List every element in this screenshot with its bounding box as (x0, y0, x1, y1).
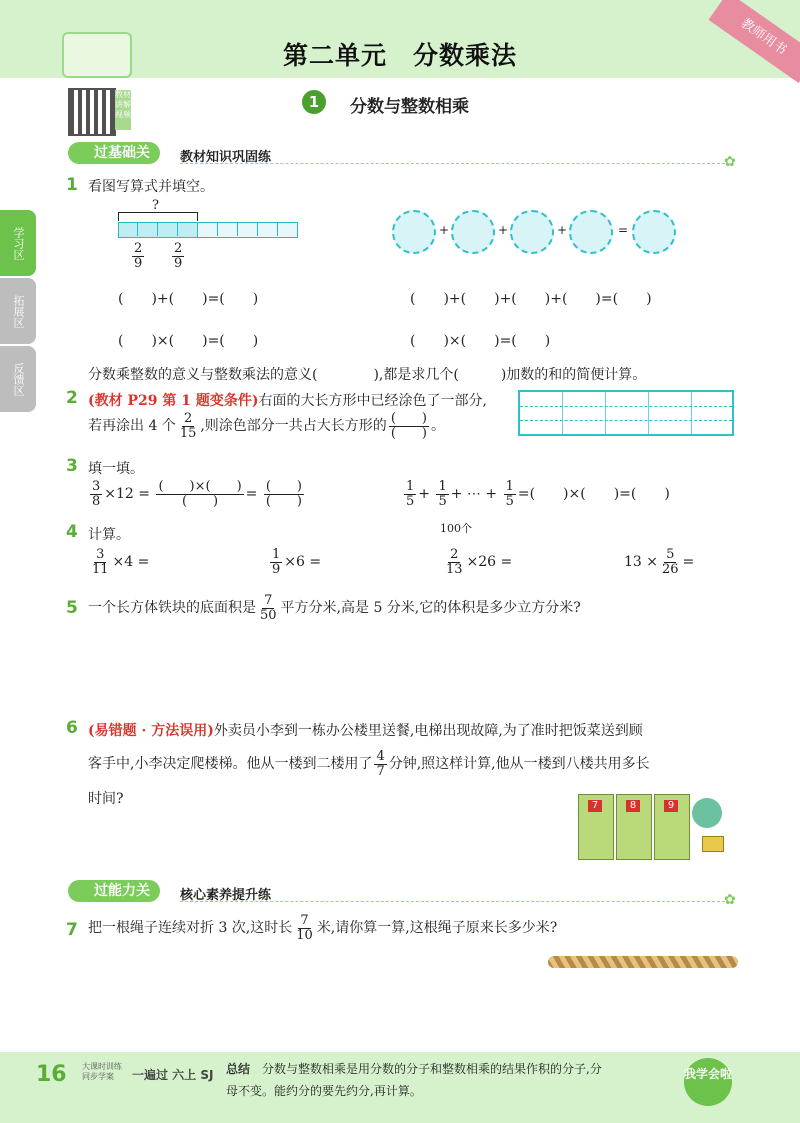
summary-line-2: 母不变。能约分的要先约分,再计算。 (226, 1084, 422, 1098)
question-number-3: 3 (66, 456, 78, 476)
q4-item-2[interactable]: $\frac{1}{9}$ ×6 = (272, 547, 322, 577)
side-tab-extend[interactable]: 拓展区 (0, 278, 36, 344)
pie-circle (510, 210, 554, 254)
q1-mul-left[interactable]: ( )×( )=( ) (118, 333, 259, 349)
elevator-illustration: 7 8 9 (578, 790, 738, 858)
q4-item-4[interactable]: 13 × $\frac{5}{26}$ = (624, 547, 695, 577)
series-label: 一遍过 六上 SJ (132, 1068, 214, 1082)
q6-line3: 时间? (88, 791, 124, 807)
q1-bar-label-2: $\frac{2}{9}$ (174, 241, 183, 271)
page-title: 第二单元 分数乘法 (282, 41, 517, 70)
q1-brace (118, 212, 198, 221)
section-divider (180, 163, 725, 164)
question-number-7: 7 (66, 920, 78, 940)
question-number-1: 1 (66, 175, 78, 195)
question-number-4: 4 (66, 522, 78, 542)
lesson-number-badge: 1 (302, 90, 326, 114)
section-subtitle-basic: 教材知识巩固练 (180, 150, 272, 165)
q7-text: 把一根绳子连续对折 3 次,这时长 $\frac{7}{10}$ 米,请你算一算,这根绳子原来长多少米? (88, 913, 558, 943)
q4-item-3[interactable]: $\frac{2}{13}$ ×26 = (446, 547, 513, 577)
q4-prompt: 计算。 (88, 527, 130, 543)
q3-count-label: 100个 (440, 522, 472, 535)
food-box-icon (702, 836, 724, 852)
side-tab-feedback[interactable]: 反馈区 (0, 346, 36, 412)
q4-item-1[interactable]: $\frac{3}{11}$ ×4 = (92, 547, 150, 577)
q2-line2: 若再涂出 4 个 $\frac{2}{15}$ ,则涂色部分一共占大长方形的 $\frac{( )}{( )}$ 。 (88, 411, 445, 441)
q6-source: (易错题 · 方法误用) (88, 723, 214, 739)
qr-code-icon[interactable] (68, 88, 116, 136)
q1-mul-right[interactable]: ( )×( )=( ) (410, 333, 551, 349)
section-badge-basic: 过基础关 (68, 142, 160, 164)
q3-right-expression[interactable]: $\frac{1}{5}$ + $\frac{1}{5}$ + ⋯ + $\frac{1}{5}$ =( )×( )=( ) (406, 479, 670, 509)
courier-figure (692, 798, 722, 828)
mascot-badge: 我学会啦 (684, 1058, 732, 1106)
q3-prompt: 填一填。 (88, 461, 144, 477)
question-number-6: 6 (66, 718, 78, 738)
q6-line2: 客手中,小李决定爬楼梯。他从一楼到二楼用了 $\frac{4}{7}$ 分钟,照这样计算,他从一楼到八楼共用多长 (88, 749, 650, 779)
rope-illustration (548, 956, 738, 968)
pie-circle (569, 210, 613, 254)
series-small: 大课时训练 同步学案 (82, 1062, 122, 1081)
q1-bar-divisions (118, 222, 296, 236)
clover-icon: ✿ (724, 154, 736, 170)
q2-source: (教材 P29 第 1 题变条件) (88, 393, 259, 409)
summary-label: 总结 (226, 1062, 251, 1076)
q5-text: 一个长方体铁块的底面积是 $\frac{7}{50}$ 平方分米,高是 5 分米,它的体积是多少立方分米? (88, 593, 581, 623)
lesson-title: 分数与整数相乘 (350, 97, 469, 117)
teacher-ribbon: 教师用书 (708, 0, 800, 83)
q1-fill-text[interactable]: 分数乘整数的意义与整数乘法的意义( ),都是求几个( )加数的和的简便计算。 (88, 367, 647, 383)
section-divider (180, 901, 725, 902)
pie-circle (451, 210, 495, 254)
question-number-5: 5 (66, 598, 78, 618)
page-number: 16 (36, 1062, 67, 1087)
q1-bar-label-1: $\frac{2}{9}$ (134, 241, 143, 271)
section-subtitle-ability: 核心素养提升练 (180, 888, 272, 903)
q1-add-left[interactable]: ( )+( )=( ) (118, 291, 259, 307)
q2-rectangle (518, 390, 734, 436)
q6-line1: (易错题 · 方法误用)外卖员小李到一栋办公楼里送餐,电梯出现故障,为了准时把饭菜送到顾 (88, 723, 643, 739)
summary-line-1: 分数与整数相乘是用分数的分子和整数相乘的结果作积的分子,分 (262, 1062, 602, 1076)
section-badge-ability: 过能力关 (68, 880, 160, 902)
pie-circle (632, 210, 676, 254)
side-tab-study[interactable]: 学习区 (0, 210, 36, 276)
qr-label: 教材讲解视频 (115, 90, 131, 130)
q2-line1: (教材 P29 第 1 题变条件)右面的大长方形中已经涂色了一部分, (88, 393, 487, 409)
q1-prompt: 看图写算式并填空。 (88, 179, 214, 195)
clover-icon: ✿ (724, 892, 736, 908)
question-number-2: 2 (66, 388, 78, 408)
pie-circle (392, 210, 436, 254)
q1-add-right[interactable]: ( )+( )+( )+( )=( ) (410, 291, 652, 307)
q3-left-expression[interactable]: $\frac{3}{8}$ ×12 = $\frac{( )\times( )}{( )}$ = $\frac{( )}{( )}$ (92, 479, 302, 509)
q1-question-mark: ? (152, 198, 159, 213)
